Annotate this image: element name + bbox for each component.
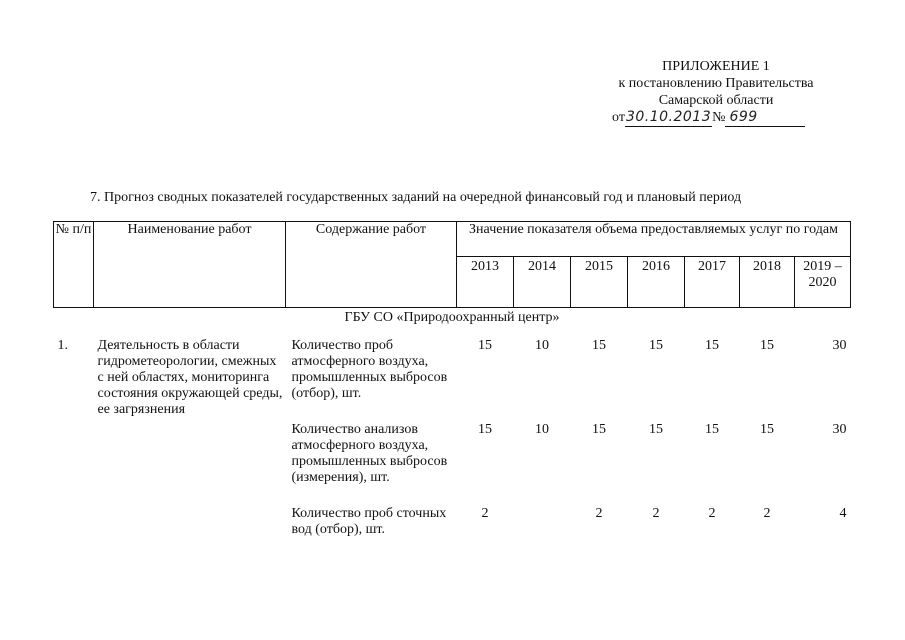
work-name: Деятельность в области гидрометеорологии, смежных с ней областях, мониторинга состояния окружающей среды, ее загрязнения	[97, 338, 283, 417]
header-year: 2017	[685, 257, 740, 308]
header-year: 2016	[628, 257, 685, 308]
handwritten-date: 30.10.2013	[625, 109, 712, 125]
value-cell: 15	[478, 422, 492, 437]
value-cell: 30	[832, 422, 847, 437]
value-cell: 2	[763, 506, 771, 521]
row-number: 1.	[57, 338, 68, 353]
value-cell: 15	[592, 338, 606, 353]
header-work-name: Наименование работ	[94, 222, 286, 308]
value-cell: 4	[839, 506, 847, 521]
value-cell: 10	[535, 422, 549, 437]
table-row	[54, 330, 851, 402]
value-cell: 15	[760, 422, 774, 437]
number-prefix: №	[712, 110, 726, 125]
appendix-title: ПРИЛОЖЕНИЕ 1	[662, 59, 770, 74]
appendix-header	[600, 58, 832, 127]
value-cell: 15	[705, 338, 719, 353]
value-cell	[514, 498, 571, 538]
organization-name: ГБУ СО «Природоохранный центр»	[344, 310, 560, 325]
header-year: 2018	[740, 257, 795, 308]
work-content: Количество проб сточных вод (отбор), шт.	[291, 506, 447, 537]
appendix-region: Самарской области	[658, 93, 774, 108]
work-content: Количество проб атмосферного воздуха, промышленных выбросов (отбор), шт.	[291, 338, 448, 401]
value-cell: 15	[760, 338, 774, 353]
header-indicator-group: Значение показателя объема предоставляемых услуг по годам	[457, 222, 851, 257]
header-year: 2019 – 2020	[795, 257, 851, 308]
handwritten-number: 699	[729, 109, 758, 125]
value-cell: 30	[832, 338, 847, 353]
value-cell: 10	[535, 338, 549, 353]
resolution-reference	[600, 109, 832, 127]
header-year: 2013	[457, 257, 514, 308]
work-content: Количество анализов атмосферного воздуха, промышленных выбросов (измерения), шт.	[291, 422, 448, 485]
date-prefix: от	[612, 110, 625, 125]
value-cell: 15	[592, 422, 606, 437]
value-cell: 2	[481, 506, 489, 521]
header-num: № п/п	[54, 222, 94, 308]
value-cell: 15	[649, 422, 663, 437]
value-cell: 15	[478, 338, 492, 353]
value-cell: 2	[595, 506, 603, 521]
value-cell: 15	[705, 422, 719, 437]
appendix-subtitle: к постановлению Правительства	[618, 76, 814, 91]
indicators-table	[53, 221, 851, 538]
value-cell: 15	[649, 338, 663, 353]
header-year: 2015	[571, 257, 628, 308]
value-cell: 2	[652, 506, 660, 521]
header-work-content: Содержание работ	[286, 222, 457, 308]
section-title: 7. Прогноз сводных показателей государственных заданий на очередной финансовый год и плановый период	[90, 190, 742, 205]
value-cell: 2	[708, 506, 716, 521]
header-year: 2014	[514, 257, 571, 308]
